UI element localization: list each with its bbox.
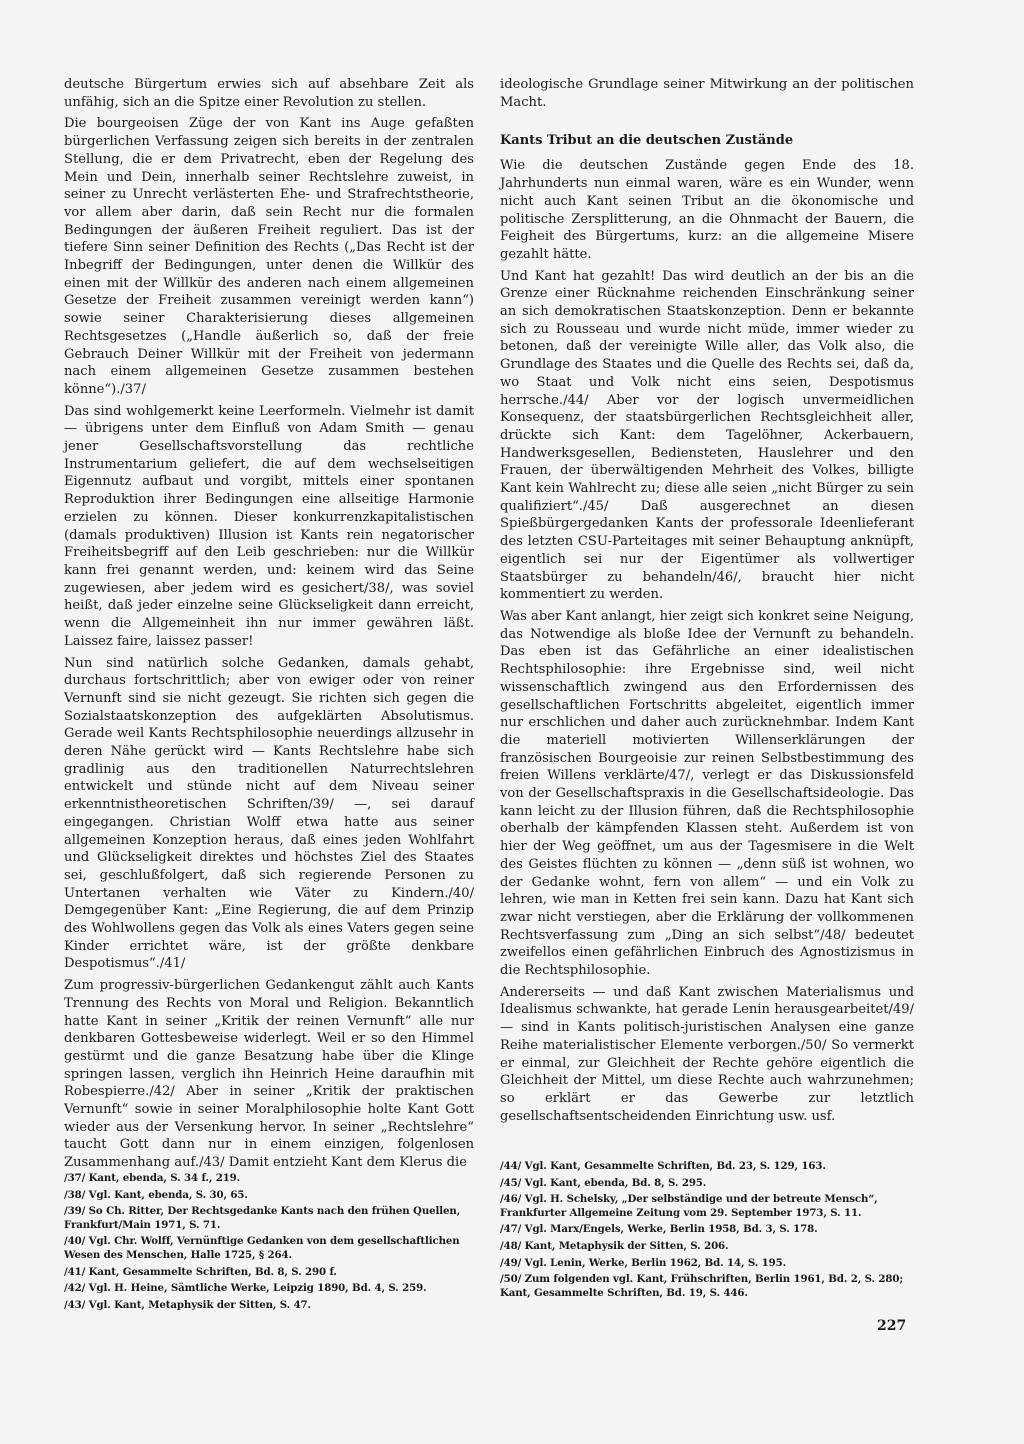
footnote-48: /48/ Kant, Metaphysik der Sitten, S. 206. xyxy=(500,1239,729,1252)
right-paragraph-2: Und Kant hat gezahlt! Das wird deutlich an der bis an die Grenze einer Rücknahme reichenden Einschränkung seiner an sich demokratischen Staatskonzeption. Denn er bekannte sich zu Rousseau und wurde nicht müde, immer wieder zu betonen, daß der vereinigte Wille aller, das Volk also, die Grundlage des Staates und die Quelle des Rechts sei, daß da, wo Staat und Volk nicht eins seien, Despotismus herrsche./44/ Aber vor der logisch unvermeidlichen Konsequenz, der staatsbürgerlichen Rechtsgleichheit aller, drückte sich Kant: dem Tagelöhner, Ackerbauern, Handwerksgesellen, Bediensteten, Hauslehrer und den Frauen, der überwältigenden Mehrheit des Volkes, billigte Kant kein Wahlrecht zu; diese alle seien „nicht Bürger zu sein qualifiziert“./45/ Daß ausgerechnet an diesen Spießbürgergedanken Kants der professorale Ideenlieferant des letzten CSU-Parteitages mit seiner Behauptung anknüpft, eigentlich sei nur der Eigentümer als vollwertiger Staatsbürger zu behandeln/46/, braucht hier nicht kommentiert zu werden. xyxy=(500,268,914,603)
left-paragraph-5: Zum progressiv-bürgerlichen Gedankengut zählt auch Kants Trennung des Rechts von Moral und Religion. Bekanntlich hatte Kant in seiner „Kritik der reinen Vernunft“ alle nur denkbaren Gottesbeweise widerlegt. Weil er so den Himmel gestürmt und die ganze Besatzung habe über die Klinge springen lassen, verglich ihn Heinrich Heine daraufhin mit Robespierre./42/ Aber in seiner „Kritik der praktischen Vernunft“ sowie in seiner Moralphilosophie holte Kant Gott wieder aus der Versenkung hervor. In seiner „Rechtslehre“ taucht Gott dann nur in einem einzigen, folgenlosen Zusammenhang auf./43/ Damit entzieht Kant dem Klerus die xyxy=(64,978,474,1171)
section-heading: Kants Tribut an die deutschen Zustände xyxy=(500,133,794,149)
left-paragraph-3: Das sind wohlgemerkt keine Leerformeln. Vielmehr ist damit — übrigens unter dem Einfluß von Adam Smith — genau jener Gesellschaftsvorstellung das rechtliche Instrumentarium geliefert, die auf dem wechselseitigen Eigennutz aufbaut und vorgibt, mittels einer spontanen Reproduktion ihrer Bedingungen eine allseitige Harmonie erzielen zu können. Dieser konkurrenzkapitalistischen (damals produktiven) Illusion ist Kants rein negatorischer Freiheitsbegriff auf den Leib geschrieben: nur die Willkür kann frei genannt werden, und: keinem wird das Seine zugewiesen, aber jedem wird es gesichert/38/, was soviel heißt, daß jeder einzelne seine Glückseligkeit dann erreicht, wenn die Allgemeinheit ihn nur immer gewähren läßt. Laissez faire, laissez passer! xyxy=(64,403,474,649)
left-column xyxy=(64,76,474,1176)
right-paragraph-3: Was aber Kant anlangt, hier zeigt sich konkret seine Neigung, das Notwendige als bloße Idee der Vernunft zu behandeln. Das eben ist das Gefährliche an einer idealistischen Rechtsphilosophie: ihre Ergebnisse sind, weil nicht wissenschaftlich zwingend aus den Erfordernissen des gesellschaftlichen Fortschritts abgeleitet, eigentlich immer nur erschlichen und daher auch zurücknehmbar. Indem Kant die materiell motivierten Willenserklärungen der französischen Bourgeoisie zur reinen Selbstbestimmung des freien Willens verklärte/47/, verlegt er das Diskussionsfeld von der Gesellschaftspraxis in die Gesellschaftsideologie. Das kann leicht zu der Illusion führen, daß die Rechtsphilosophie oberhalb der kämpfenden Klassen steht. Außerdem ist von hier der Weg geöffnet, um aus der Tagesmisere in die Welt des Geistes flüchten zu können — „denn süß ist wohnen, wo der Gedanke wohnt, fern von allem“ — und ein Volk zu lehren, wie man in Ketten frei sein kann. Dazu hat Kant sich zwar nicht verstiegen, aber die Erklärung der vollkommenen Rechtsverfassung zum „Ding an sich selbst“/48/ bedeutet zweifellos einen gefährlichen Einbruch des Agnostizismus in die Rechtsphilosophie. xyxy=(500,608,914,979)
footnotes-right xyxy=(500,1160,914,1303)
left-paragraph-1: deutsche Bürgertum erwies sich auf absehbare Zeit als unfähig, sich an die Spitze einer Revolution zu stellen. xyxy=(64,77,474,110)
right-intro-paragraph: ideologische Grundlage seiner Mitwirkung an der politischen Macht. xyxy=(500,77,914,110)
footnotes-left xyxy=(64,1172,474,1315)
page-number: 227 xyxy=(877,1318,907,1334)
footnote-47: /47/ Vgl. Marx/Engels, Werke, Berlin 1958, Bd. 3, S. 178. xyxy=(500,1223,818,1236)
footnote-37: /37/ Kant, ebenda, S. 34 f., 219. xyxy=(64,1172,241,1184)
left-paragraph-2: Die bourgeoisen Züge der von Kant ins Auge gefaßten bürgerlichen Verfassung zeigen sich bereits in der zentralen Stellung, die er dem Privatrecht, eben der Regelung des Mein und Dein, innerhalb seiner Rechtslehre zuweist, in seiner zu Unrecht verlästerten Ehe- und Strafrechtstheorie, vor allem aber darin, daß sein Recht nur die formalen Bedingungen der äußeren Freiheit reguliert. Das ist der tiefere Sinn seiner Definition des Rechts („Das Recht ist der Inbegriff der Bedingungen, unter denen die Willkür des einen mit der Willkür des anderen nach einem allgemeinen Gesetze der Freiheit zusammen vereinigt werden kann“) sowie seiner Charakterisierung dieses allgemeinen Rechtsgesetzes („Handle äußerlich so, daß der freie Gebrauch Deiner Willkür mit der Freiheit von jedermann nach einem allgemeinen Gesetze zusammen bestehen könne“)./37/ xyxy=(64,116,474,397)
footnote-49: /49/ Vgl. Lenin, Werke, Berlin 1962, Bd. 14, S. 195. xyxy=(500,1256,787,1269)
footnote-39: /39/ So Ch. Ritter, Der Rechtsgedanke Kants nach den frühen Quellen, Frankfurt/Main 1971, S. 71. xyxy=(64,1205,461,1231)
footnote-42: /42/ Vgl. H. Heine, Sämtliche Werke, Leipzig 1890, Bd. 4, S. 259. xyxy=(64,1282,427,1295)
footnote-43: /43/ Vgl. Kant, Metaphysik der Sitten, S. 47. xyxy=(64,1298,311,1311)
footnote-45: /45/ Vgl. Kant, ebenda, Bd. 8, S. 295. xyxy=(500,1176,707,1189)
right-paragraph-1: Wie die deutschen Zustände gegen Ende des 18. Jahrhunderts nun einmal waren, wäre es ein Wunder, wenn nicht auch Kant seinen Tribut an die ökonomische und politische Zersplitterung, an die Ohnmacht der Bauern, die Feigheit des Bürgertums, kurz: an die allgemeine Misere gezahlt hätte. xyxy=(500,158,914,262)
footnote-50: /50/ Zum folgenden vgl. Kant, Frühschriften, Berlin 1961, Bd. 2, S. 280; Kant, Gesammelte Schriften, Bd. 19, S. 446. xyxy=(500,1273,904,1299)
left-paragraph-4: Nun sind natürlich solche Gedanken, damals gehabt, durchaus fortschrittlich; aber von ewiger oder von reiner Vernunft sind sie nicht gezeugt. Sie richten sich gegen die Sozialstaatskonzeption des aufgeklärten Absolutismus. Gerade weil Kants Rechtsphilosophie neuerdings allzusehr in deren Nähe gerückt wird — Kants Rechtslehre habe sich gradlinig aus den traditionellen Naturrechtslehren entwickelt und stünde nicht auf dem Niveau seiner erkenntnistheoretischen Schriften/39/ —, sei darauf eingegangen. Christian Wolff etwa hatte aus seiner allgemeinen Konzeption heraus, daß eines jeden Wohlfahrt und Glückseligkeit direktes und höchstes Ziel des Staates sei, geschlußfolgert, daß sich regierende Personen zu Untertanen verhalten wie Väter zu Kindern./40/ Demgegenüber Kant: „Eine Regierung, die auf dem Prinzip des Wohlwollens gegen das Volk als eines Vaters gegen seine Kinder errichtet wäre, ist der größte denkbare Despotismus“./41/ xyxy=(64,655,474,972)
footnote-44: /44/ Vgl. Kant, Gesammelte Schriften, Bd. 23, S. 129, 163. xyxy=(500,1160,826,1172)
right-paragraph-4: Andererseits — und daß Kant zwischen Materialismus und Idealismus schwankte, hat gerade Lenin herausgearbeitet/49/ — sind in Kants politisch-juristischen Analysen eine ganze Reihe materialistischer Elemente verborgen./50/ So vermerkt er einmal, zur Gleichheit der Rechte gehöre eigentlich die Gleichheit der Mittel, um diese Rechte auch wahrzunehmen; so erklärt er das Gewerbe zur letztlich gesellschaftsentscheidenden Einrichtung usw. usf. xyxy=(500,984,914,1124)
right-column xyxy=(500,76,914,1129)
footnote-40: /40/ Vgl. Chr. Wolff, Vernünftige Gedanken von dem gesellschaftlichen Wesen des Menschen, Halle 1725, § 264. xyxy=(64,1235,460,1261)
footnote-38: /38/ Vgl. Kant, ebenda, S. 30, 65. xyxy=(64,1188,248,1201)
footnote-41: /41/ Kant, Gesammelte Schriften, Bd. 8, S. 290 f. xyxy=(64,1265,337,1278)
footnote-46: /46/ Vgl. H. Schelsky, „Der selbständige und der betreute Mensch“, Frankfurter Allgemeine Zeitung vom 29. September 1973, S. 11. xyxy=(500,1193,878,1219)
